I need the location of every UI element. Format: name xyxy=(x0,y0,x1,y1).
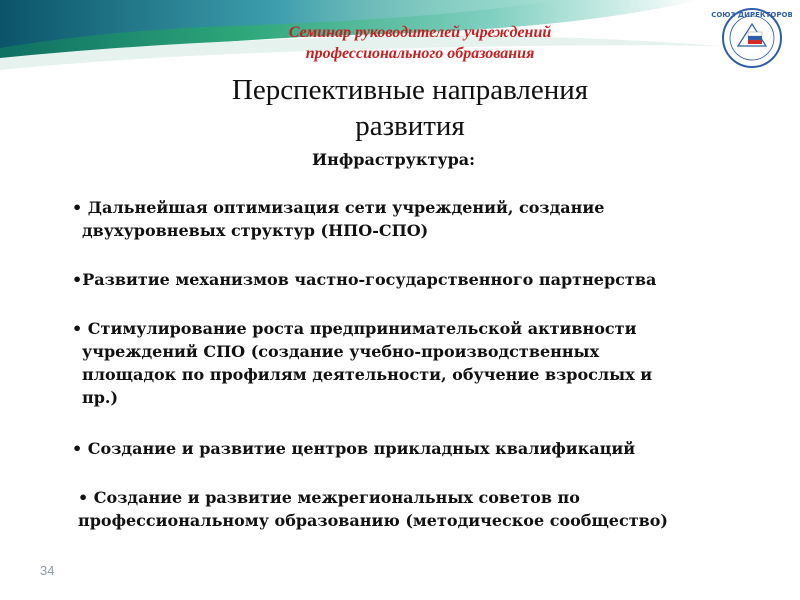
seminar-line-1: Семинар руководителей учреждений xyxy=(288,24,552,41)
title-line-1: Перспективные направления xyxy=(231,74,589,106)
section-heading: Инфраструктура: xyxy=(312,150,476,169)
bullet-line: • Стимулирование роста предпринимательской активности xyxy=(72,319,637,338)
bullet-line: учреждений СПО (создание учебно-производственных xyxy=(82,342,600,361)
bullet-item-5 xyxy=(78,486,668,532)
bullet-line: площадок по профилям деятельности, обучение взрослых и xyxy=(82,365,653,384)
bullet-line: • Создание и развитие центров прикладных квалификаций xyxy=(72,439,636,458)
logo xyxy=(708,6,792,72)
title-line-2: развития xyxy=(355,110,465,142)
svg-text:СОЮЗ ДИРЕКТОРОВ: СОЮЗ ДИРЕКТОРОВ xyxy=(711,11,792,19)
bullet-item-3 xyxy=(72,317,652,409)
bullet-line: профессиональному образованию (методическое сообщество) xyxy=(78,511,668,530)
slide-title xyxy=(150,72,670,144)
bullet-line: • Дальнейшая оптимизация сети учреждений, создание xyxy=(72,198,605,217)
bullet-line: •Развитие механизмов частно-государственного партнерства xyxy=(72,270,657,289)
seminar-heading xyxy=(170,22,670,64)
bullet-item-4 xyxy=(72,437,635,460)
bullet-line: • Создание и развитие межрегиональных советов по xyxy=(78,488,580,507)
bullet-line: двухуровневых структур (НПО-СПО) xyxy=(82,221,429,240)
bullet-item-2 xyxy=(72,268,656,291)
page-number: 34 xyxy=(40,563,55,578)
bullet-item-1 xyxy=(72,196,604,242)
bullet-line: пр.) xyxy=(82,388,119,407)
seminar-line-2: профессионального образования xyxy=(305,45,535,62)
